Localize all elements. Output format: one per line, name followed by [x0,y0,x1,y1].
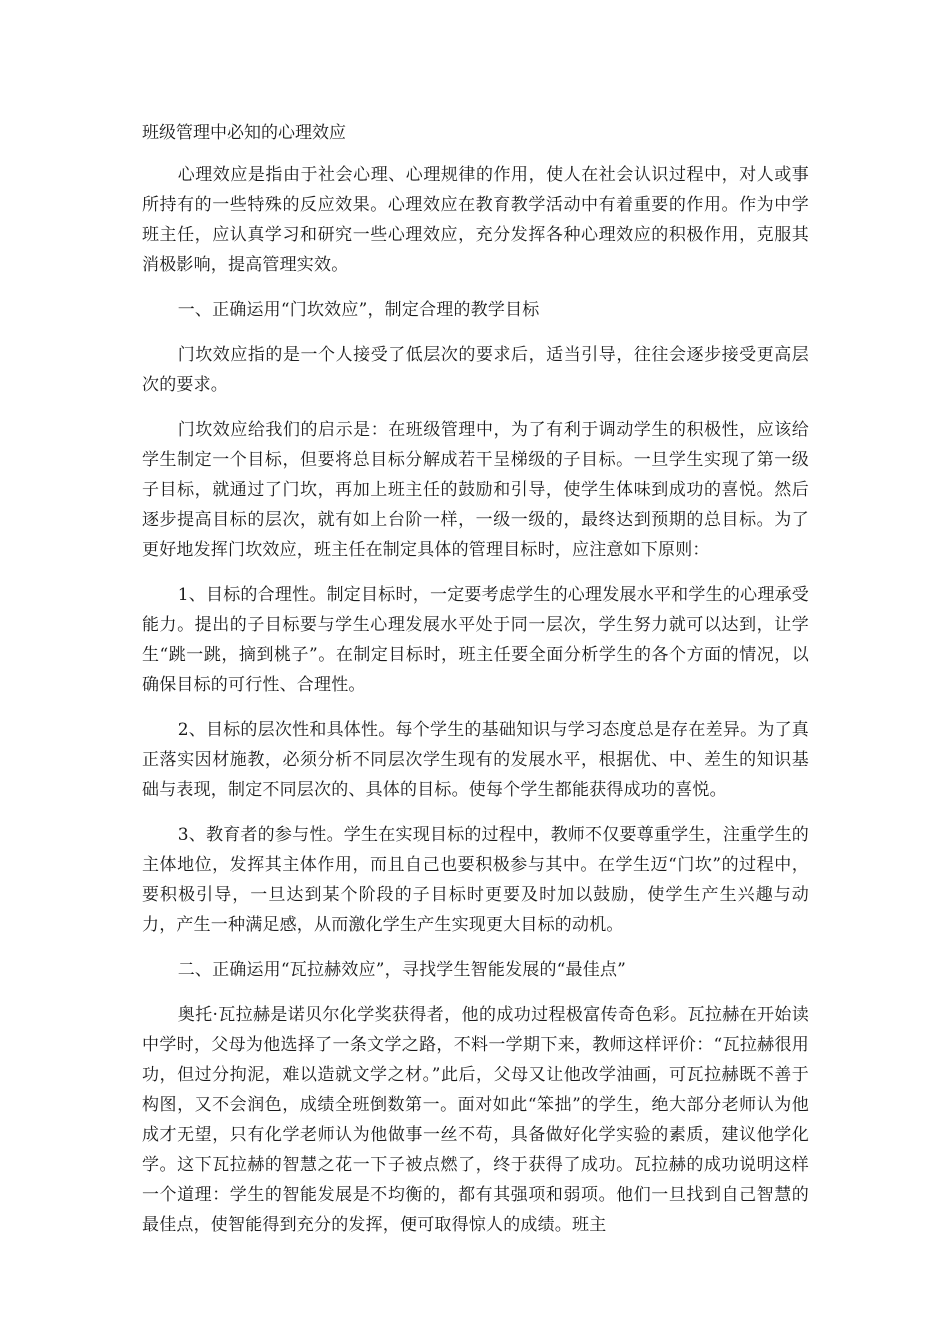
document-title: 班级管理中必知的心理效应 [142,123,346,143]
section-heading-2: 二、正确运用“瓦拉赫效应”，寻找学生智能发展的“最佳点” [177,960,627,980]
principle-3-paragraph: 3、教育者的参与性。学生在实现目标的过程中，教师不仅要尊重学生，注重学生的主体地位，发挥其主体作用，而且自己也要积极参与其中。在学生迈“门坎”的过程中，要积极引导，一旦达到某个阶段的子目标时更要及时加以鼓励，使学生产生兴趣与动力，产生一种满足感，从而激化学生产生实现更大目标的动机。 [142,825,809,935]
body-paragraph: 奥托·瓦拉赫是诺贝尔化学奖获得者，他的成功过程极富传奇色彩。瓦拉赫在开始读中学时，父母为他选择了一条文学之路，不料一学期下来，教师这样评价：“瓦拉赫很用功，但过分拘泥，难以造就文学之材。”此后，父母又让他改学油画，可瓦拉赫既不善于构图，又不会润色，成绩全班倒数第一。面对如此“笨拙”的学生，绝大部分老师认为他成才无望，只有化学老师认为他做事一丝不苟，具备做好化学实验的素质，建议他学化学。这下瓦拉赫的智慧之花一下子被点燃了，终于获得了成功。瓦拉赫的成功说明这样一个道理：学生的智能发展是不均衡的，都有其强项和弱项。他们一旦找到自己智慧的最佳点，使智能得到充分的发挥，便可取得惊人的成绩。班主 [142,1005,809,1235]
body-paragraph: 门坎效应给我们的启示是：在班级管理中，为了有利于调动学生的积极性，应该给学生制定一个目标，但要将总目标分解成若干呈梯级的子目标。一旦学生实现了第一级子目标，就通过了门坎，再加上班主任的鼓励和引导，使学生体味到成功的喜悦。然后逐步提高目标的层次，就有如上台阶一样，一级一级的，最终达到预期的总目标。为了更好地发挥门坎效应，班主任在制定具体的管理目标时，应注意如下原则： [142,420,809,560]
principle-2-paragraph: 2、目标的层次性和具体性。每个学生的基础知识与学习态度总是存在差异。为了真正落实因材施教，必须分析不同层次学生现有的发展水平，根据优、中、差生的知识基础与表现，制定不同层次的、具体的目标。使每个学生都能获得成功的喜悦。 [142,720,809,800]
section-heading-1: 一、正确运用“门坎效应”，制定合理的教学目标 [177,300,540,320]
document-page [142,118,809,1255]
intro-paragraph: 心理效应是指由于社会心理、心理规律的作用，使人在社会认识过程中，对人或事所持有的一些特殊的反应效果。心理效应在教育教学活动中有着重要的作用。作为中学班主任，应认真学习和研究一些心理效应，充分发挥各种心理效应的积极作用，克服其消极影响，提高管理实效。 [142,165,809,275]
principle-1-paragraph: 1、目标的合理性。制定目标时，一定要考虑学生的心理发展水平和学生的心理承受能力。提出的子目标要与学生心理发展水平处于同一层次，学生努力就可以达到，让学生“跳一跳，摘到桃子”。在制定目标时，班主任要全面分析学生的各个方面的情况，以确保目标的可行性、合理性。 [142,585,809,695]
body-paragraph: 门坎效应指的是一个人接受了低层次的要求后，适当引导，往往会逐步接受更高层次的要求。 [142,345,809,395]
